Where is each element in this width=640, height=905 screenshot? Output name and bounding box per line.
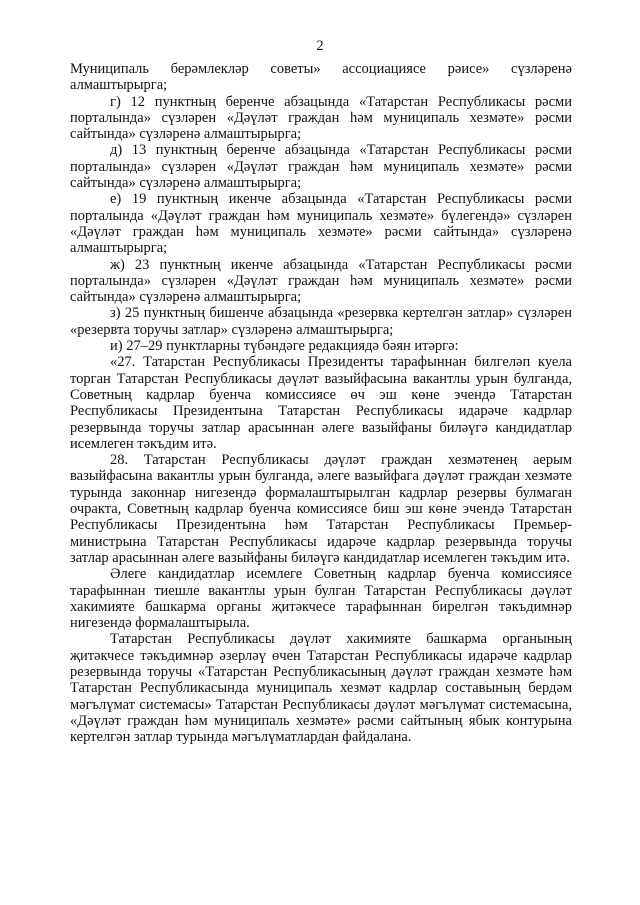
page-number: 2 bbox=[316, 38, 324, 54]
paragraph: д) 13 пунктның беренче абзацында «Татарстан Республикасы рәсми порталында» сүзләрен «Дәүләт граждан һәм муниципаль хезмәте» рәсми сайтында» сүзләренә алмаштырырга; bbox=[70, 142, 572, 192]
paragraph: «27. Татарстан Республикасы Президенты тарафыннан билгеләп куела торган Татарстан Республикасы дәүләт вазыйфасына вакантлы урын булганда, Советның кадрлар буенча комиссиясе өч эш көне эчендә Татарстан Республикасы Президентына Татарстан Республикасы идарәче кадрлар резервында торучы затлар арасыннан әлеге вазыйфаны биләүгә кандидатлар исемлеген тәкъдим итә. bbox=[70, 354, 572, 452]
paragraph: ж) 23 пунктның икенче абзацында «Татарстан Республикасы рәсми порталында» сүзләрен «Дәүләт граждан һәм муниципаль хезмәте» рәсми сайтында» сүзләренә алмаштырырга; bbox=[70, 256, 572, 306]
paragraph: з) 25 пунктның бишенче абзацында «резервка кертелгән затлар» сүзләрен «резервта торучы затлар» сүзләренә алмаштырырга; bbox=[70, 305, 572, 338]
paragraph: 28. Татарстан Республикасы дәүләт граждан хезмәтенең аерым вазыйфасына вакантлы урын булганда, әлеге вазыйфага дәүләт граждан хезмәте турында законнар нигезендә формалаштырылган кадрлар резервы булмаган очракта, Советның кадрлар буенча комиссиясе биш эш көне эчендә Татарстан Республикасы Президентына һәм Татарстан Республикасы Премьер-министрына Татарстан Республикасы идарәче кадрлар резервында торучы затлар арасыннан әлеге вазыйфаны биләүгә кандидатлар исемлеген тәкъдим итә. bbox=[70, 452, 572, 566]
paragraph: г) 12 пунктның беренче абзацында «Татарстан Республикасы рәсми порталында» сүзләрен «Дәүләт граждан һәм муниципаль хезмәте» рәсми сайтында» сүзләренә алмаштырырга; bbox=[70, 93, 572, 143]
document-body bbox=[70, 61, 572, 745]
paragraph: и) 27–29 пунктларны түбәндәге редакциядә бәян итәргә: bbox=[110, 338, 459, 355]
paragraph: Татарстан Республикасы дәүләт хакимияте башкарма органының җитәкчесе тәкъдимнәр әзерләү өчен Татарстан Республикасы идарәче кадрлар резервында торучы «Татарстан Республикасының дәүләт граждан хезмәте һәм Татарстан Республикасында муниципаль хезмәт кадрлар составының бердәм мәгълүмат системасы» Татарстан Республикасы дәүләт мәгълүмат системасына, «Дәүләт граждан һәм муниципаль хезмәте» рәсми сайтының ябык контурына кертелгән затлар турында мәгълүматлардан файдалана. bbox=[70, 631, 572, 746]
paragraph: Муниципаль берәмлекләр советы» ассоциациясе рәисе» сүзләренә алмаштырырга; bbox=[70, 61, 572, 94]
paragraph: Әлеге кандидатлар исемлеге Советның кадрлар буенча комиссиясе тарафыннан тиешле вакантлы урын булган Татарстан Республикасы дәүләт хакимияте башкарма органы җитәкчесе тарафыннан бирелгән тәкъдимнәр нигезендә формалаштырыла. bbox=[70, 566, 572, 632]
paragraph: е) 19 пунктның икенче абзацында «Татарстан Республикасы рәсми порталында «Дәүләт граждан һәм муниципаль хезмәте» бүлегендә» сүзләрен «Дәүләт граждан һәм муниципаль хезмәте» рәсми сайтында» сүзләренә алмаштырырга; bbox=[70, 191, 572, 257]
